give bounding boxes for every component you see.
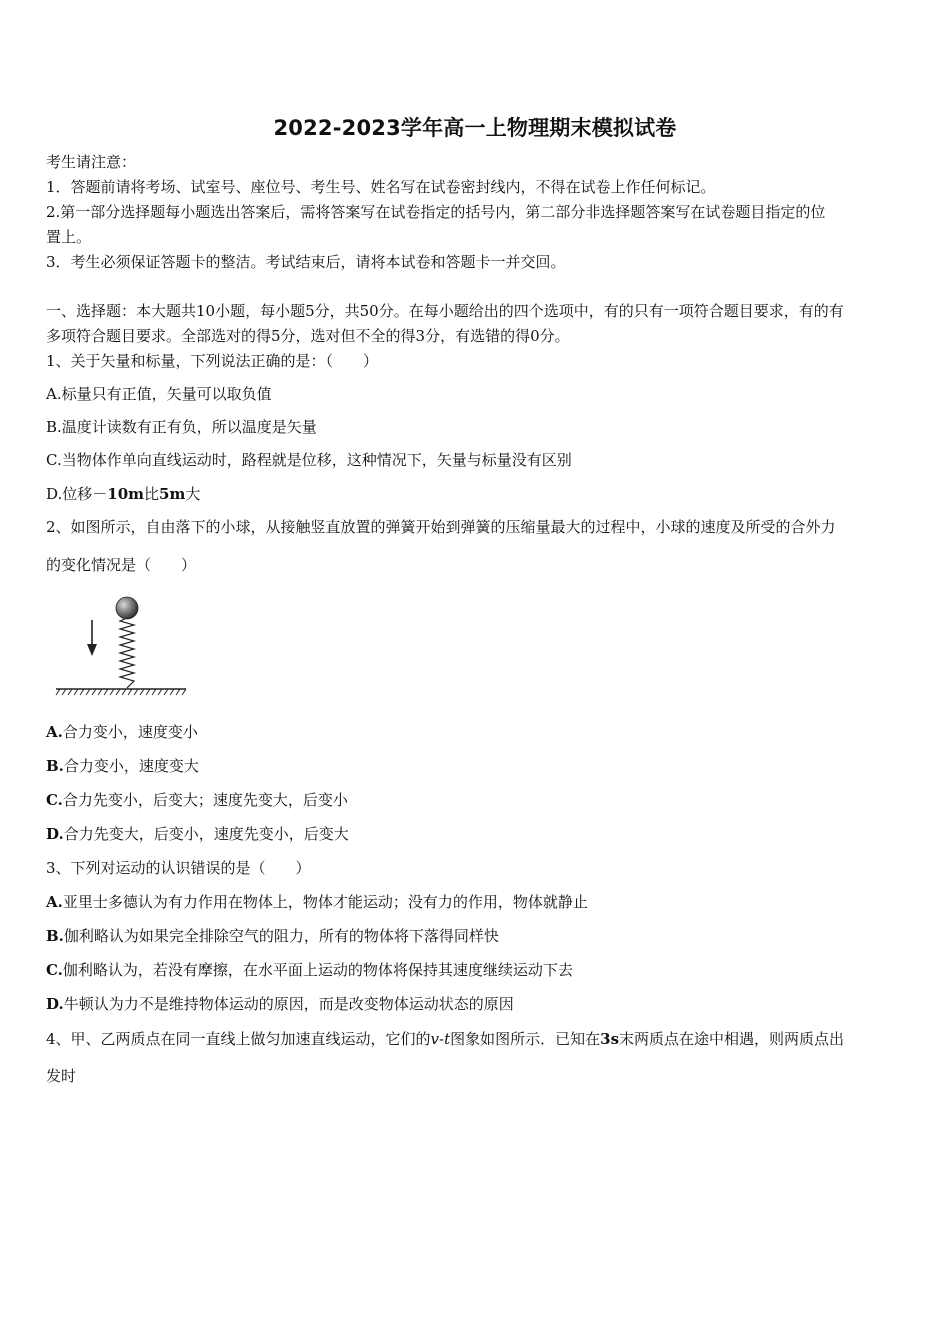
- q3-option-b-text: 伽利略认为如果完全排除空气的阻力，所有的物体将下落得同样快: [63, 927, 499, 945]
- notice-heading: 考生请注意：: [46, 153, 137, 171]
- q3-option-d: [46, 994, 908, 1014]
- q2-option-b-text: 合力变小，速度变大: [63, 757, 199, 775]
- q2-option-c-label: C.: [46, 791, 63, 809]
- q2-option-d-label: D.: [46, 825, 64, 843]
- spring-coil: [120, 618, 134, 688]
- q4-stem-part-a: 4、甲、乙两质点在同一直线上做匀加速直线运动，它们的: [46, 1030, 431, 1048]
- q2-option-b-label: B.: [46, 757, 64, 775]
- q2-option-c-text: 合力先变小，后变大；速度先变大，后变小: [62, 791, 348, 809]
- notice-item-2: 2.第一部分选择题每小题选出答案后，需将答案写在试卷指定的括号内，第二部分非选择题答案写在试卷题目指定的位: [46, 203, 826, 221]
- q1-stem: 1、关于矢量和标量，下列说法正确的是：（ ）: [46, 352, 379, 370]
- q3-option-c: [46, 960, 908, 980]
- q1-option-a: A.标量只有正值，矢量可以取负值: [46, 385, 272, 403]
- q2-stem-line1: 2、如图所示，自由落下的小球，从接触竖直放置的弹簧开始到弹簧的压缩量最大的过程中，小球的速度及所受的合外力: [46, 518, 836, 536]
- q3-option-d-label: D.: [46, 995, 64, 1013]
- q3-option-a: [46, 892, 908, 912]
- q2-option-a: [46, 722, 908, 742]
- spring-ball-figure: [52, 592, 192, 704]
- q2-option-a-label: A.: [46, 723, 63, 741]
- q4-time-value: 3s: [600, 1030, 620, 1048]
- q1-option-d-mid: 比: [144, 485, 160, 503]
- q2-option-d: [46, 824, 908, 844]
- q1-option-b: B.温度计读数有正有负，所以温度是矢量: [46, 418, 317, 436]
- q3-option-a-text: 亚里士多德认为有力作用在物体上，物体才能运动；没有力的作用，物体就静止: [62, 893, 588, 911]
- q3-stem: 3、下列对运动的认识错误的是（ ）: [46, 859, 311, 877]
- down-arrow-icon: [87, 620, 97, 656]
- notice-item-2-cont: 置上。: [46, 228, 92, 246]
- section1-instructions-line1: 一、选择题：本大题共10小题，每小题5分，共50分。在每小题给出的四个选项中，有的只有一项符合题目要求，有的有: [46, 302, 844, 320]
- q2-stem-line2: 的变化情况是（ ）: [46, 556, 197, 574]
- q4-stem-line1: [46, 1029, 908, 1049]
- q1-option-c: C.当物体作单向直线运动时，路程就是位移，这种情况下，矢量与标量没有区别: [46, 451, 572, 469]
- section1-instructions-line2: 多项符合题目要求。全部选对的得5分，选对但不全的得3分，有选错的得0分。: [46, 327, 570, 345]
- q2-option-c: [46, 790, 908, 810]
- q3-option-b: [46, 926, 908, 946]
- ground-hatching: [56, 689, 186, 695]
- q3-option-c-label: C.: [46, 961, 63, 979]
- ball: [116, 597, 138, 619]
- q1-option-d-value1: 10m: [107, 485, 145, 503]
- q2-option-d-text: 合力先变大，后变小，速度先变小，后变大: [63, 825, 349, 843]
- q3-option-a-label: A.: [46, 893, 63, 911]
- notice-item-3: 3．考生必须保证答题卡的整洁。考试结束后，请将本试卷和答题卡一并交回。: [46, 253, 566, 271]
- q4-stem-part-b: 图象如图所示．已知在: [450, 1030, 601, 1048]
- q1-option-d-suffix: 大: [185, 485, 201, 503]
- exam-title: 2022-2023学年高一上物理期末模拟试卷: [273, 116, 677, 140]
- notice-item-1: 1．答题前请将考场、试室号、座位号、考生号、姓名写在试卷密封线内，不得在试卷上作任何标记。: [46, 178, 716, 196]
- q4-vt-symbol: v-t: [430, 1030, 451, 1048]
- q1-option-d-prefix: D.位移－: [46, 485, 108, 503]
- q1-option-d: [46, 484, 908, 504]
- q1-option-d-value2: 5m: [159, 485, 186, 503]
- q2-option-a-text: 合力变小，速度变小: [62, 723, 198, 741]
- q4-stem-line2: 发时: [46, 1067, 77, 1085]
- q3-option-b-label: B.: [46, 927, 64, 945]
- q3-option-d-text: 牛顿认为力不是维持物体运动的原因，而是改变物体运动状态的原因: [63, 995, 514, 1013]
- q3-option-c-text: 伽利略认为，若没有摩擦，在水平面上运动的物体将保持其速度继续运动下去: [62, 961, 573, 979]
- q4-stem-part-c: 末两质点在途中相遇，则两质点出: [619, 1030, 845, 1048]
- q2-option-b: [46, 756, 908, 776]
